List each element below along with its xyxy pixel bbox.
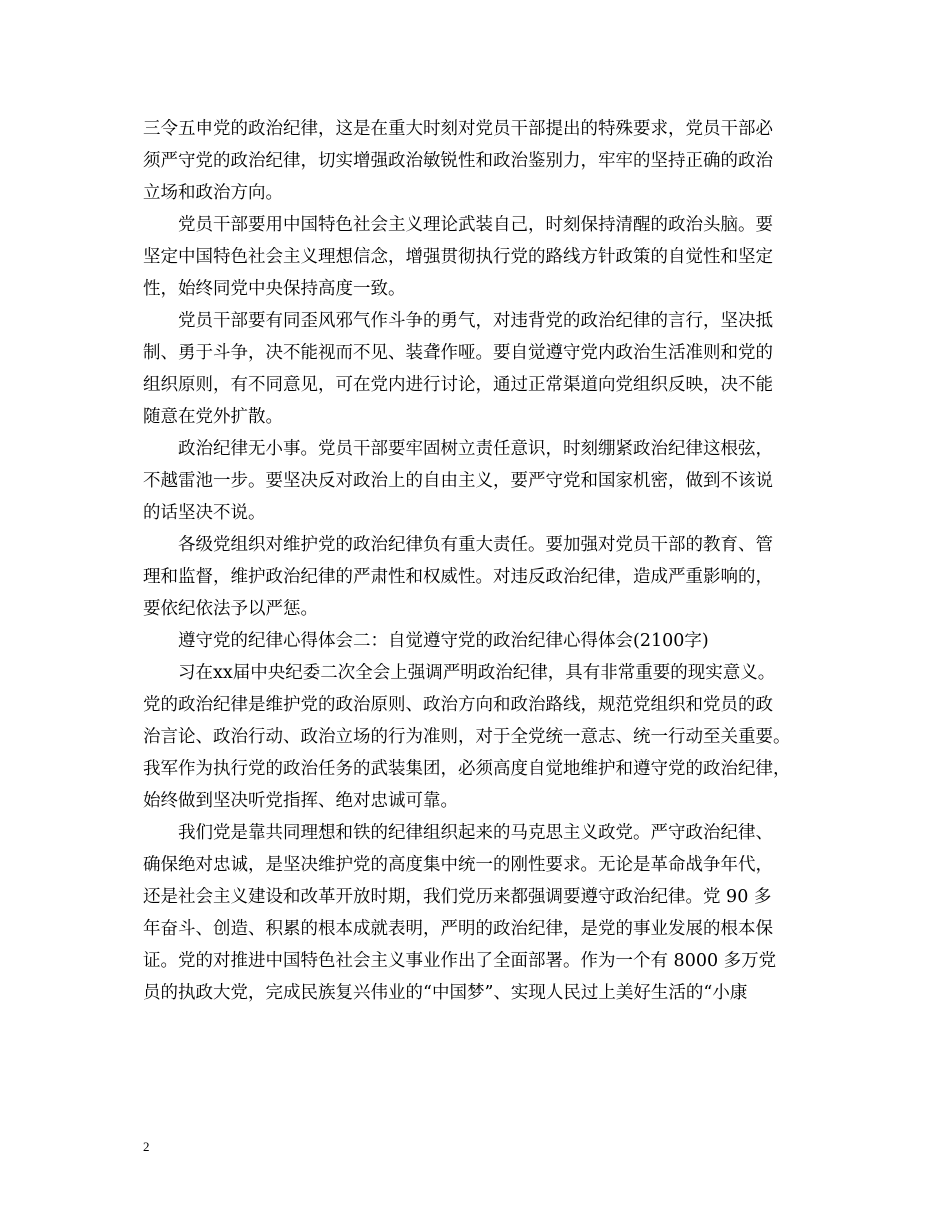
- text-line: 性，始终同党中央保持高度一致。: [143, 279, 406, 299]
- text-line: 理和监督，维护政治纪律的严肃性和权威性。对违反政治纪律，造成严重影响的，: [143, 567, 773, 587]
- text-line: 我们党是靠共同理想和铁的纪律组织起来的马克思主义政党。严守政治纪律、: [143, 823, 773, 843]
- text-line: 政治纪律无小事。党员干部要牢固树立责任意识，时刻绷紧政治纪律这根弦，: [143, 439, 773, 459]
- text-line: 党员干部要有同歪风邪气作斗争的勇气，对违背党的政治纪律的言行，坚决抵: [143, 311, 773, 331]
- body-text: [143, 113, 823, 1009]
- page-number: 2: [143, 1139, 150, 1154]
- text-line: 坚定中国特色社会主义理想信念，增强贯彻执行党的路线方针政策的自觉性和坚定: [143, 247, 773, 267]
- text-line: 要依纪依法予以严惩。: [143, 599, 318, 619]
- text-line: 遵守党的纪律心得体会二：自觉遵守党的政治纪律心得体会(2100字): [143, 631, 709, 651]
- text-line: 年奋斗、创造、积累的根本成就表明，严明的政治纪律，是党的事业发展的根本保: [143, 919, 773, 939]
- text-line: 我军作为执行党的政治任务的武装集团，必须高度自觉地维护和遵守党的政治纪律，: [143, 759, 791, 779]
- text-line: 立场和政治方向。: [143, 183, 283, 203]
- text-line: 党员干部要用中国特色社会主义理论武装自己，时刻保持清醒的政治头脑。要: [143, 215, 773, 235]
- text-line: 员的执政大党，完成民族复兴伟业的“中国梦”、实现人民过上美好生活的“小康: [143, 983, 748, 1003]
- text-line: 党的政治纪律是维护党的政治原则、政治方向和政治路线，规范党组织和党员的政: [143, 695, 773, 715]
- text-line: 确保绝对忠诚，是坚决维护党的高度集中统一的刚性要求。无论是革命战争年代，: [143, 855, 773, 875]
- text-line: 治言论、政治行动、政治立场的行为准则，对于全党统一意志、统一行动至关重要。: [143, 727, 791, 747]
- text-line: 组织原则，有不同意见，可在党内进行讨论，通过正常渠道向党组织反映，决不能: [143, 375, 773, 395]
- text-line: 证。党的对推进中国特色社会主义事业作出了全面部署。作为一个有 8000 多万党: [143, 951, 777, 971]
- text-line: 的话坚决不说。: [143, 503, 266, 523]
- text-line: 随意在党外扩散。: [143, 407, 283, 427]
- text-line: 各级党组织对维护党的政治纪律负有重大责任。要加强对党员干部的教育、管: [143, 535, 773, 555]
- text-line: 三令五申党的政治纪律，这是在重大时刻对党员干部提出的特殊要求，党员干部必: [143, 119, 773, 139]
- text-line: 始终做到坚决听党指挥、绝对忠诚可靠。: [143, 791, 458, 811]
- text-line: 制、勇于斗争，决不能视而不见、装聋作哑。要自觉遵守党内政治生活准则和党的: [143, 343, 773, 363]
- text-line: 还是社会主义建设和改革开放时期，我们党历来都强调要遵守政治纪律。党 90 多: [143, 887, 772, 907]
- text-line: 习在xx届中央纪委二次全会上强调严明政治纪律，具有非常重要的现实意义。: [143, 663, 776, 683]
- text-line: 不越雷池一步。要坚决反对政治上的自由主义，要严守党和国家机密，做到不该说: [143, 471, 773, 491]
- text-line: 须严守党的政治纪律，切实增强政治敏锐性和政治鉴别力，牢牢的坚持正确的政治: [143, 151, 773, 171]
